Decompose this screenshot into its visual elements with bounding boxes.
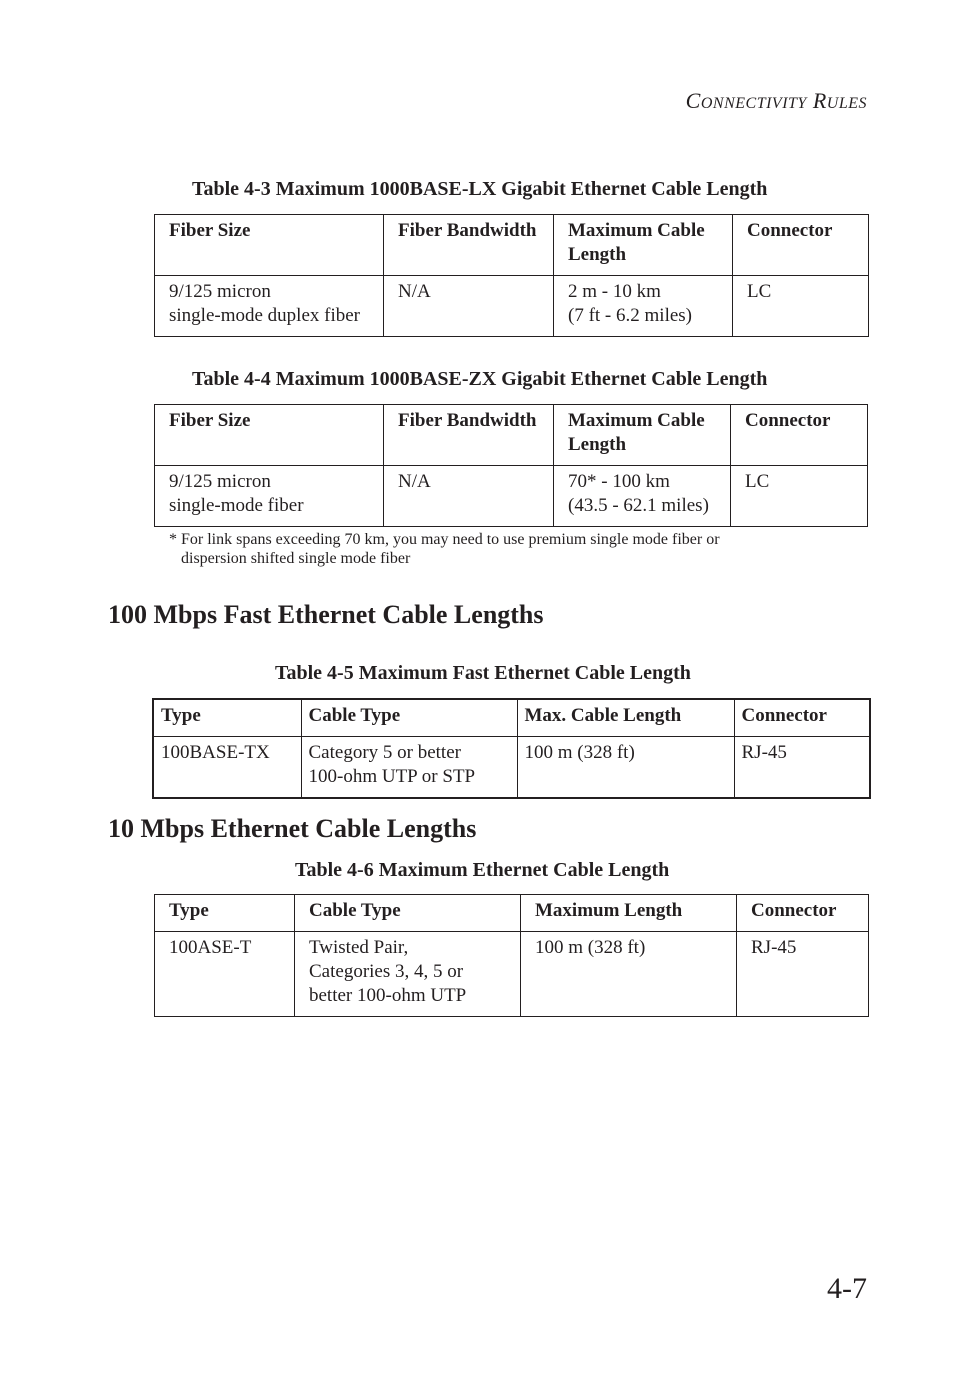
header-cell: Type bbox=[153, 699, 301, 737]
table-cell: 2 m - 10 km (7 ft - 6.2 miles) bbox=[554, 276, 733, 337]
header-cell: Connector bbox=[734, 699, 870, 737]
header-cell: Connector bbox=[731, 405, 868, 466]
table-cell: 9/125 micron single-mode duplex fiber bbox=[155, 276, 384, 337]
table-header-row bbox=[153, 699, 870, 737]
section-heading-ethernet: 10 Mbps Ethernet Cable Lengths bbox=[108, 814, 477, 843]
header-cell: Fiber Bandwidth bbox=[384, 215, 554, 276]
table-footnote: * For link spans exceeding 70 km, you may need to use premium single mode fiber or dispersion shifted single mode fiber bbox=[169, 531, 720, 567]
table-cell: N/A bbox=[384, 466, 554, 527]
header-cell: Maximum Cable Length bbox=[554, 405, 731, 466]
table-4-5-caption: Table 4-5 Maximum Fast Ethernet Cable Length bbox=[275, 662, 691, 684]
table-cell: 100 m (328 ft) bbox=[517, 737, 734, 799]
table-header-row bbox=[155, 405, 868, 466]
table-row bbox=[155, 932, 869, 1017]
table-row bbox=[153, 737, 870, 799]
table-cell: Twisted Pair, Categories 3, 4, 5 or better 100-ohm UTP bbox=[295, 932, 521, 1017]
table-4-6-caption: Table 4-6 Maximum Ethernet Cable Length bbox=[295, 859, 670, 881]
header-cell: Fiber Size bbox=[155, 215, 384, 276]
table-4-3-caption: Table 4-3 Maximum 1000BASE-LX Gigabit Ethernet Cable Length bbox=[192, 178, 768, 200]
table-4-5 bbox=[152, 698, 871, 799]
table-cell: 100ASE-T bbox=[155, 932, 295, 1017]
running-header: CONNECTIVITY RULES bbox=[685, 88, 867, 113]
table-cell: 100BASE-TX bbox=[153, 737, 301, 799]
table-cell: Category 5 or better 100-ohm UTP or STP bbox=[301, 737, 517, 799]
table-cell: 70* - 100 km (43.5 - 62.1 miles) bbox=[554, 466, 731, 527]
header-cell: Cable Type bbox=[301, 699, 517, 737]
table-cell: RJ-45 bbox=[737, 932, 869, 1017]
table-cell: 100 m (328 ft) bbox=[521, 932, 737, 1017]
table-4-6 bbox=[154, 894, 869, 1017]
header-cell: Type bbox=[155, 895, 295, 932]
table-row bbox=[155, 466, 868, 527]
header-cell: Cable Type bbox=[295, 895, 521, 932]
table-cell: LC bbox=[733, 276, 869, 337]
table-header-row bbox=[155, 895, 869, 932]
table-header-row bbox=[155, 215, 869, 276]
header-cell: Connector bbox=[737, 895, 869, 932]
table-4-3 bbox=[154, 214, 869, 337]
header-cell: Fiber Bandwidth bbox=[384, 405, 554, 466]
table-row bbox=[155, 276, 869, 337]
table-4-4-caption: Table 4-4 Maximum 1000BASE-ZX Gigabit Ethernet Cable Length bbox=[192, 368, 768, 390]
header-cell: Maximum Length bbox=[521, 895, 737, 932]
table-4-4 bbox=[154, 404, 868, 527]
page-number: 4-7 bbox=[827, 1272, 867, 1305]
header-cell: Fiber Size bbox=[155, 405, 384, 466]
table-cell: 9/125 micron single-mode fiber bbox=[155, 466, 384, 527]
header-cell: Maximum Cable Length bbox=[554, 215, 733, 276]
table-cell: RJ-45 bbox=[734, 737, 870, 799]
header-cell: Connector bbox=[733, 215, 869, 276]
table-cell: N/A bbox=[384, 276, 554, 337]
header-cell: Max. Cable Length bbox=[517, 699, 734, 737]
section-heading-fast-ethernet: 100 Mbps Fast Ethernet Cable Lengths bbox=[108, 600, 544, 629]
table-cell: LC bbox=[731, 466, 868, 527]
